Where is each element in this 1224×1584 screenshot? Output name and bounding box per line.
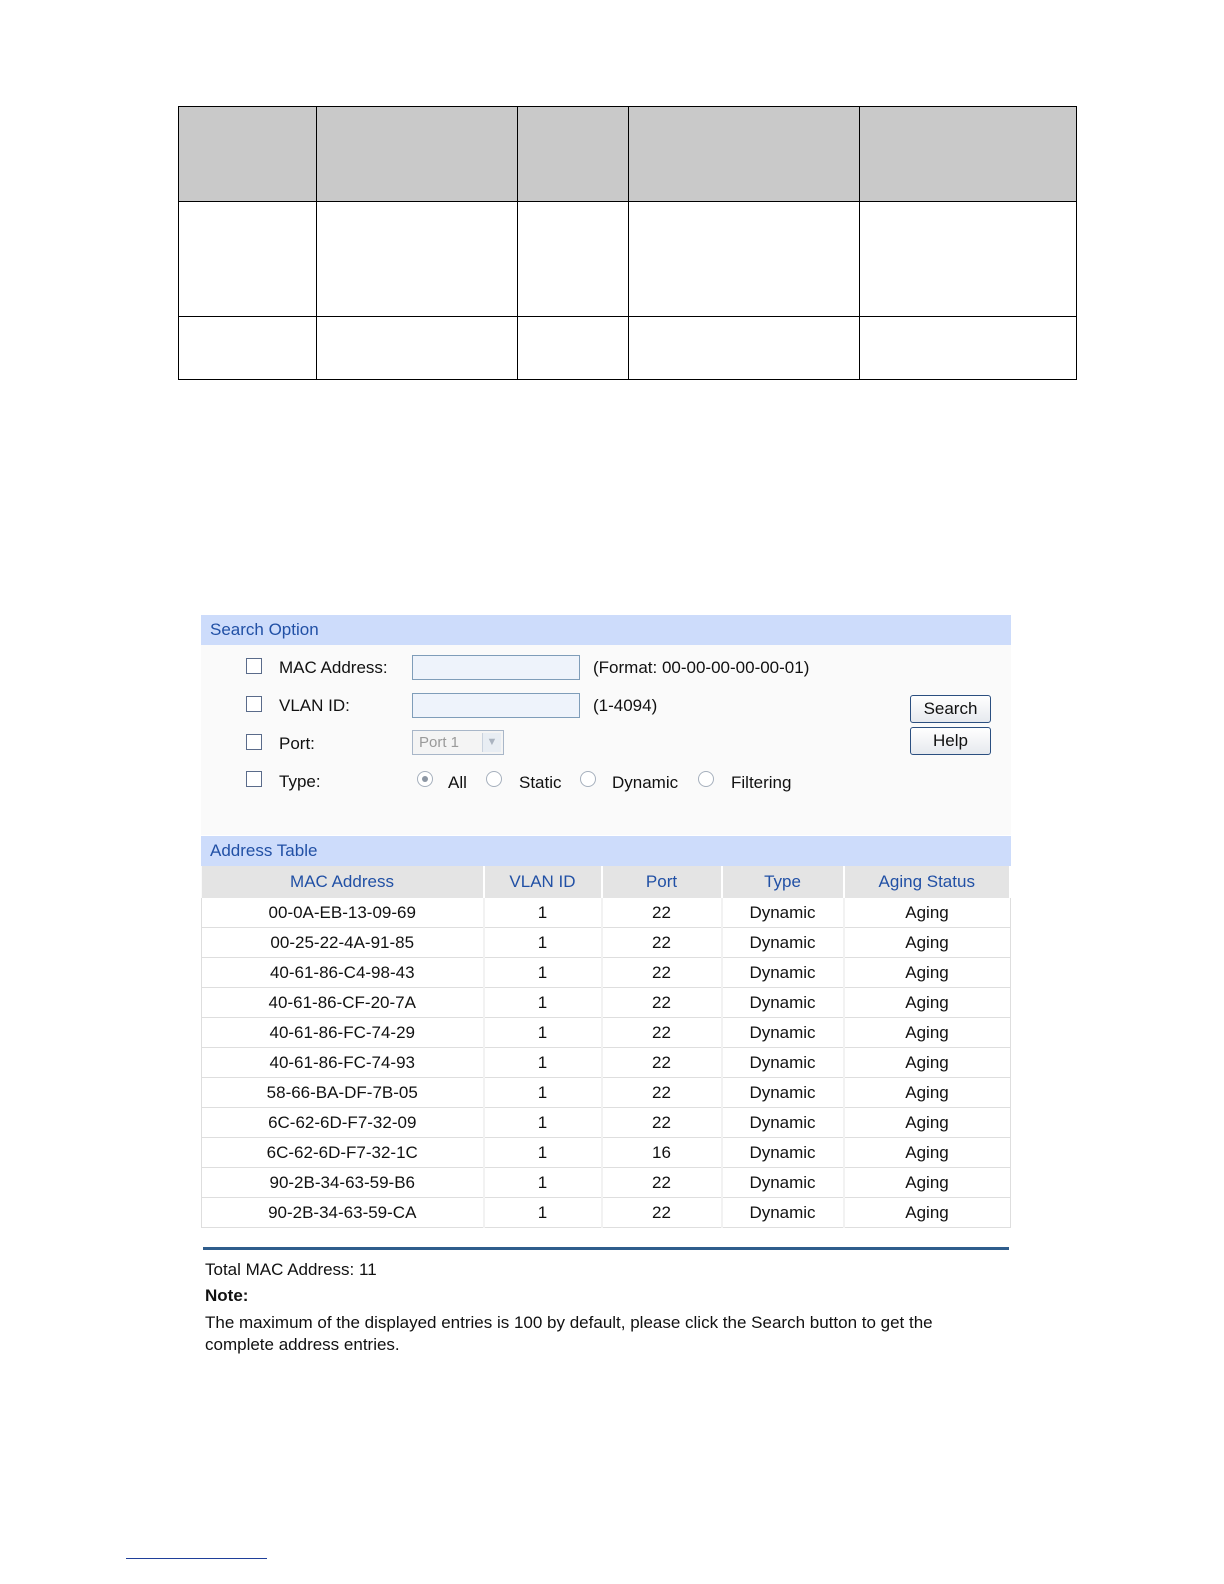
mac-address-cell: 40-61-86-CF-20-7A <box>202 988 484 1018</box>
port-cell: 22 <box>602 988 722 1018</box>
search-option-panel <box>201 615 1011 835</box>
port-cell: 22 <box>602 1078 722 1108</box>
vlan-id-label: VLAN ID: <box>279 696 350 715</box>
type-option-dynamic: Dynamic <box>612 773 679 792</box>
table-row <box>202 1078 1011 1108</box>
vlan-id-cell: 1 <box>484 1138 602 1168</box>
address-table-title: Address Table <box>201 836 1011 866</box>
mac-address-cell: 90-2B-34-63-59-B6 <box>202 1168 484 1198</box>
document-table-cell <box>629 317 860 380</box>
document-table-cell <box>860 202 1077 317</box>
mac-address-cell: 90-2B-34-63-59-CA <box>202 1198 484 1228</box>
divider <box>203 1247 1009 1250</box>
type-checkbox[interactable] <box>246 771 262 787</box>
document-table-row <box>179 202 1077 317</box>
document-table-cell <box>179 107 317 202</box>
vlan-id-cell: 1 <box>484 1078 602 1108</box>
vlan-id-cell: 1 <box>484 958 602 988</box>
document-table-cell <box>317 202 518 317</box>
type-cell: Dynamic <box>722 958 844 988</box>
table-row <box>202 1198 1011 1228</box>
column-header-port: Port <box>602 866 722 898</box>
note-text: The maximum of the displayed entries is 100 by default, please click the Search button to get the complete address entries. <box>205 1313 933 1354</box>
port-cell: 22 <box>602 958 722 988</box>
type-radio-dynamic[interactable] <box>580 771 596 787</box>
column-header-aging-status: Aging Status <box>844 866 1011 898</box>
summary-panel <box>201 1236 1011 1354</box>
table-row <box>202 1138 1011 1168</box>
note-title: Note: <box>205 1286 249 1305</box>
mac-address-cell: 40-61-86-FC-74-29 <box>202 1018 484 1048</box>
type-radio-static[interactable] <box>486 771 502 787</box>
vlan-id-row <box>201 691 1011 721</box>
vlan-id-cell: 1 <box>484 898 602 928</box>
type-radio-all[interactable] <box>417 771 433 787</box>
type-cell: Dynamic <box>722 988 844 1018</box>
document-table-cell <box>518 107 629 202</box>
document-table-cell <box>629 107 860 202</box>
aging-status-cell: Aging <box>844 1108 1011 1138</box>
aging-status-cell: Aging <box>844 898 1011 928</box>
mac-address-cell: 58-66-BA-DF-7B-05 <box>202 1078 484 1108</box>
mac-address-cell: 40-61-86-FC-74-93 <box>202 1048 484 1078</box>
vlan-id-input[interactable] <box>412 693 580 718</box>
type-cell: Dynamic <box>722 1198 844 1228</box>
aging-status-cell: Aging <box>844 1168 1011 1198</box>
total-mac-address: Total MAC Address: 11 <box>205 1260 377 1279</box>
column-header-type: Type <box>722 866 844 898</box>
type-cell: Dynamic <box>722 1138 844 1168</box>
search-option-title: Search Option <box>201 615 1011 645</box>
port-cell: 16 <box>602 1138 722 1168</box>
aging-status-cell: Aging <box>844 1048 1011 1078</box>
mac-address-cell: 00-0A-EB-13-09-69 <box>202 898 484 928</box>
mac-address-checkbox[interactable] <box>246 658 262 674</box>
mac-address-cell: 6C-62-6D-F7-32-1C <box>202 1138 484 1168</box>
footnote-divider <box>126 1558 267 1559</box>
type-cell: Dynamic <box>722 928 844 958</box>
type-option-all: All <box>448 773 467 792</box>
type-option-filtering: Filtering <box>731 773 792 792</box>
aging-status-cell: Aging <box>844 988 1011 1018</box>
address-table-header <box>202 866 1011 898</box>
port-cell: 22 <box>602 1168 722 1198</box>
table-row <box>202 958 1011 988</box>
address-table-panel <box>201 836 1011 1224</box>
document-table-row <box>179 317 1077 380</box>
table-row <box>202 1168 1011 1198</box>
document-table-cell <box>518 317 629 380</box>
type-cell: Dynamic <box>722 1168 844 1198</box>
type-cell: Dynamic <box>722 1048 844 1078</box>
document-table-cell <box>518 202 629 317</box>
search-button[interactable]: Search <box>910 695 991 723</box>
help-button[interactable]: Help <box>910 727 991 755</box>
port-cell: 22 <box>602 928 722 958</box>
port-label: Port: <box>279 734 315 753</box>
vlan-id-cell: 1 <box>484 1168 602 1198</box>
mac-address-input[interactable] <box>412 655 580 680</box>
port-cell: 22 <box>602 1108 722 1138</box>
document-table-cell <box>317 107 518 202</box>
aging-status-cell: Aging <box>844 1018 1011 1048</box>
table-row <box>202 898 1011 928</box>
mac-address-cell: 40-61-86-C4-98-43 <box>202 958 484 988</box>
vlan-id-cell: 1 <box>484 928 602 958</box>
table-row <box>202 988 1011 1018</box>
port-cell: 22 <box>602 898 722 928</box>
vlan-id-cell: 1 <box>484 1048 602 1078</box>
table-row <box>202 1018 1011 1048</box>
vlan-id-cell: 1 <box>484 1198 602 1228</box>
column-header-vlan-id: VLAN ID <box>484 866 602 898</box>
aging-status-cell: Aging <box>844 958 1011 988</box>
table-row <box>202 928 1011 958</box>
vlan-id-cell: 1 <box>484 1018 602 1048</box>
table-row <box>202 1108 1011 1138</box>
vlan-id-range-hint: (1-4094) <box>593 696 658 715</box>
mac-address-row <box>201 653 1011 683</box>
vlan-id-cell: 1 <box>484 988 602 1018</box>
document-table-cell <box>179 317 317 380</box>
port-cell: 22 <box>602 1048 722 1078</box>
address-table <box>201 866 1011 1228</box>
mac-address-cell: 00-25-22-4A-91-85 <box>202 928 484 958</box>
aging-status-cell: Aging <box>844 1198 1011 1228</box>
type-cell: Dynamic <box>722 1108 844 1138</box>
port-select-value: Port 1 <box>419 734 460 751</box>
type-cell: Dynamic <box>722 1018 844 1048</box>
document-table-cell <box>317 317 518 380</box>
vlan-id-cell: 1 <box>484 1108 602 1138</box>
port-row <box>201 729 1011 759</box>
type-label: Type: <box>279 772 321 791</box>
aging-status-cell: Aging <box>844 928 1011 958</box>
port-select[interactable] <box>412 730 504 755</box>
column-header-mac-address: MAC Address <box>202 866 484 898</box>
document-table-cell <box>179 202 317 317</box>
port-cell: 22 <box>602 1018 722 1048</box>
type-row <box>201 767 1011 797</box>
document-table-cell <box>860 107 1077 202</box>
mac-address-label: MAC Address: <box>279 658 388 677</box>
port-checkbox[interactable] <box>246 734 262 750</box>
document-table-header-row <box>179 107 1077 202</box>
aging-status-cell: Aging <box>844 1138 1011 1168</box>
type-cell: Dynamic <box>722 1078 844 1108</box>
aging-status-cell: Aging <box>844 1078 1011 1108</box>
mac-address-cell: 6C-62-6D-F7-32-09 <box>202 1108 484 1138</box>
document-table-cell <box>860 317 1077 380</box>
port-cell: 22 <box>602 1198 722 1228</box>
address-table-body <box>202 898 1011 1228</box>
type-radio-filtering[interactable] <box>698 771 714 787</box>
document-table-cell <box>629 202 860 317</box>
table-row <box>202 1048 1011 1078</box>
document-table <box>178 106 1077 380</box>
vlan-id-checkbox[interactable] <box>246 696 262 712</box>
chevron-down-icon: ▼ <box>482 733 501 752</box>
mac-address-format-hint: (Format: 00-00-00-00-00-01) <box>593 658 810 677</box>
type-cell: Dynamic <box>722 898 844 928</box>
type-option-static: Static <box>519 773 562 792</box>
